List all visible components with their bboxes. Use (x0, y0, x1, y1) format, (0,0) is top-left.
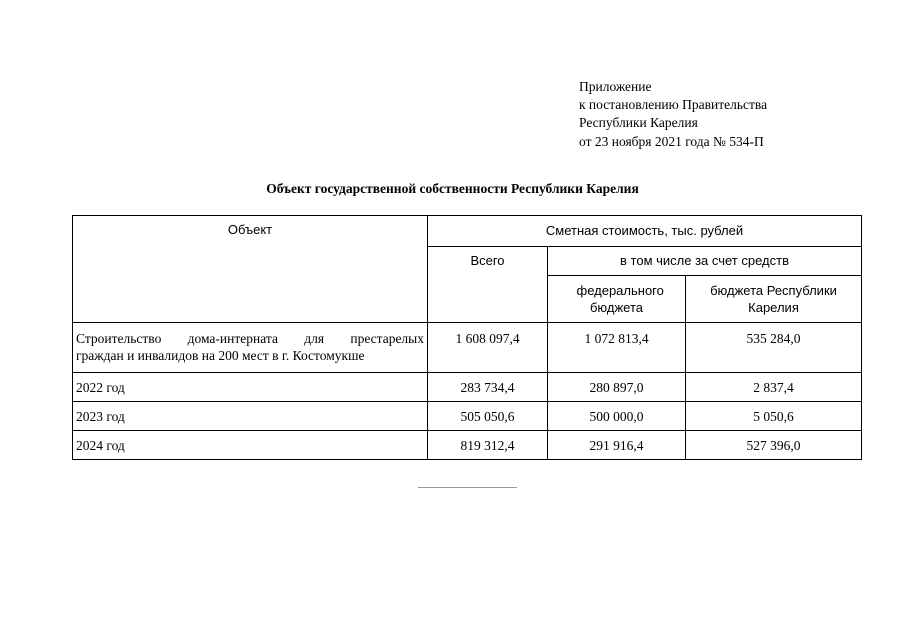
appendix-block (579, 78, 767, 151)
cell-total: 505 050,6 (428, 402, 548, 431)
header-regional-text: бюджета Республики Карелия (710, 283, 837, 315)
object-table (72, 215, 862, 460)
cell-total: 819 312,4 (428, 431, 548, 460)
table-row (73, 402, 862, 431)
document-title: Объект государственной собственности Республики Карелия (266, 181, 639, 196)
appendix-line: к постановлению Правительства (579, 97, 768, 113)
object-line: граждан и инвалидов на 200 мест в г. Костомукше (76, 348, 365, 363)
header-including: в том числе за счет средств (548, 247, 862, 276)
cell-object: 2023 год (73, 402, 428, 431)
cell-object: 2024 год (73, 431, 428, 460)
object-line: Строительство дома-интерната для престарелых (76, 331, 424, 346)
cell-federal: 500 000,0 (548, 402, 686, 431)
cell-object: 2022 год (73, 373, 428, 402)
cell-federal: 291 916,4 (548, 431, 686, 460)
table-row (73, 431, 862, 460)
cell-federal: 1 072 813,4 (548, 323, 686, 373)
appendix-line: от 23 ноября 2021 года № 534-П (579, 133, 764, 149)
cell-regional: 5 050,6 (686, 402, 862, 431)
table-row (73, 323, 862, 373)
cell-regional: 535 284,0 (686, 323, 862, 373)
appendix-line: Приложение (579, 79, 652, 94)
appendix-line: Республики Карелия (579, 115, 698, 131)
header-regional (686, 276, 862, 323)
cell-federal: 280 897,0 (548, 373, 686, 402)
table-row (73, 373, 862, 402)
cell-total: 283 734,4 (428, 373, 548, 402)
cell-regional: 527 396,0 (686, 431, 862, 460)
header-total: Всего (428, 247, 548, 323)
header-object: Объект (73, 216, 428, 323)
cell-regional: 2 837,4 (686, 373, 862, 402)
cell-total: 1 608 097,4 (428, 323, 548, 373)
header-federal-text: федерального бюджета (576, 283, 664, 315)
header-federal (548, 276, 686, 323)
cell-object (73, 323, 428, 373)
end-divider (418, 487, 517, 488)
header-cost: Сметная стоимость, тыс. рублей (428, 216, 862, 247)
